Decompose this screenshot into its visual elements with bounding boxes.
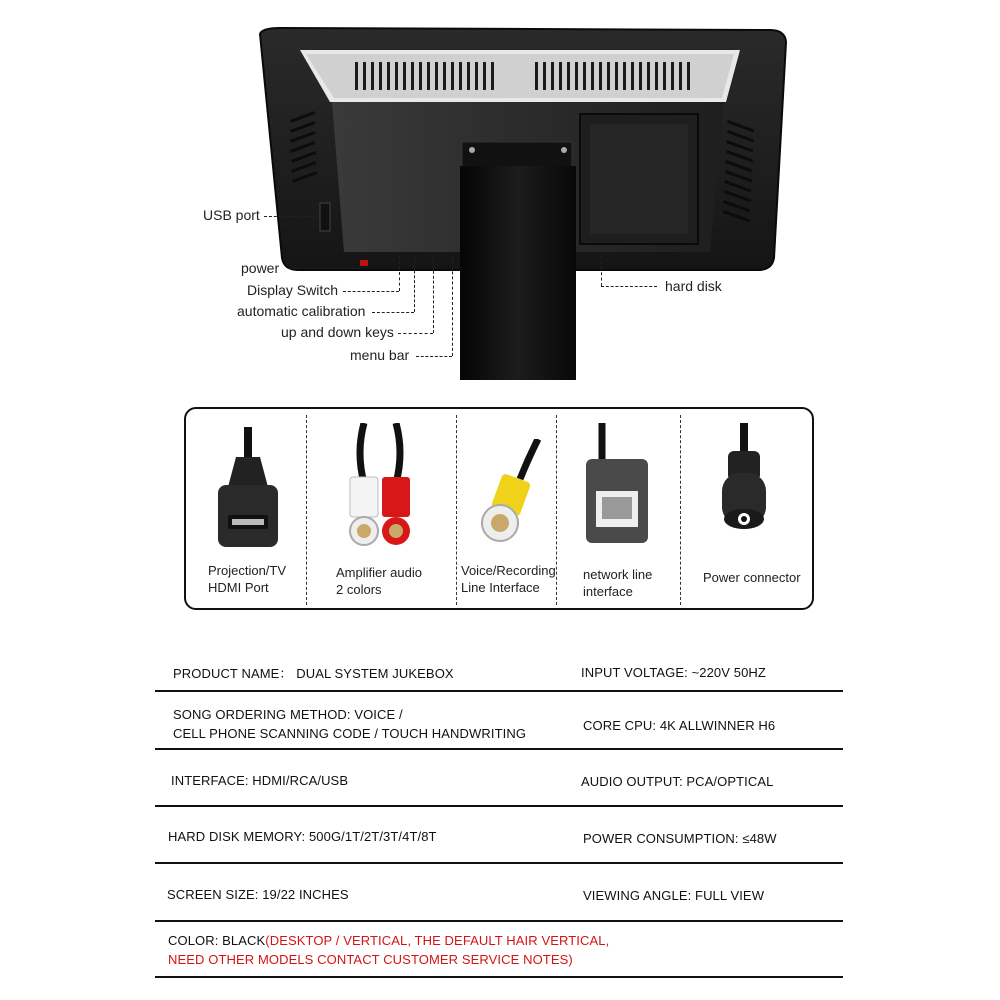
callout-auto-calibration: automatic calibration (237, 303, 366, 319)
spec-power-consumption: POWER CONSUMPTION: ≤48W (583, 831, 777, 846)
spec-interface: INTERFACE: HDMI/RCA/USB (171, 773, 349, 788)
dc-power-connector-icon (714, 423, 774, 543)
callout-display-switch: Display Switch (247, 282, 339, 298)
spec-hard-disk-memory: HARD DISK MEMORY: 500G/1T/2T/3T/4T/8T (168, 829, 437, 844)
callout-up-down-keys: up and down keys (281, 324, 394, 340)
spec-audio-output: AUDIO OUTPUT: PCA/OPTICAL (581, 774, 774, 789)
port-label-hdmi: Projection/TV HDMI Port (208, 563, 287, 595)
spec-color-note-1: (DESKTOP / VERTICAL, THE DEFAULT HAIR VERTICAL, (265, 933, 610, 948)
power-button-shape (360, 260, 368, 266)
hard-disk-bay (580, 114, 698, 244)
spec-product-name: PRODUCT NAME： DUAL SYSTEM JUKEBOX (173, 666, 454, 681)
callout-power: power (241, 260, 280, 276)
spec-color (168, 931, 609, 950)
rca-yellow-connector-icon (468, 439, 548, 549)
spec-input-voltage: INPUT VOLTAGE: ~220V 50HZ (581, 665, 766, 680)
spec-viewing-angle: VIEWING ANGLE: FULL VIEW (583, 888, 765, 903)
spec-core-cpu: CORE CPU: 4K ALLWINNER H6 (583, 718, 776, 733)
port-label-voice-recording: Voice/Recording Line Interface (461, 563, 556, 595)
callout-menu-bar: menu bar (350, 347, 410, 363)
ports-panel (184, 407, 814, 610)
hdmi-port-icon (208, 427, 288, 557)
spec-screen-size: SCREEN SIZE: 19/22 INCHES (167, 887, 349, 902)
callout-usb-port: USB port (203, 207, 260, 223)
port-label-network: network line interface (583, 567, 653, 599)
port-label-power: Power connector (703, 570, 801, 585)
spec-color-note-2: NEED OTHER MODELS CONTACT CUSTOMER SERVICE NOTES) (168, 952, 573, 967)
stand-shape (460, 166, 576, 380)
callout-hard-disk: hard disk (665, 278, 722, 294)
rca-audio-connectors-icon (326, 423, 436, 553)
spec-color-label: COLOR: BLACK (168, 933, 266, 948)
spec-song-ordering-1: SONG ORDERING METHOD: VOICE / (173, 707, 403, 722)
spec-song-ordering-2: CELL PHONE SCANNING CODE / TOUCH HANDWRITING (173, 726, 527, 741)
rj45-network-port-icon (578, 423, 658, 553)
port-label-amplifier: Amplifier audio 2 colors (336, 565, 422, 597)
usb-port-shape (320, 203, 330, 231)
